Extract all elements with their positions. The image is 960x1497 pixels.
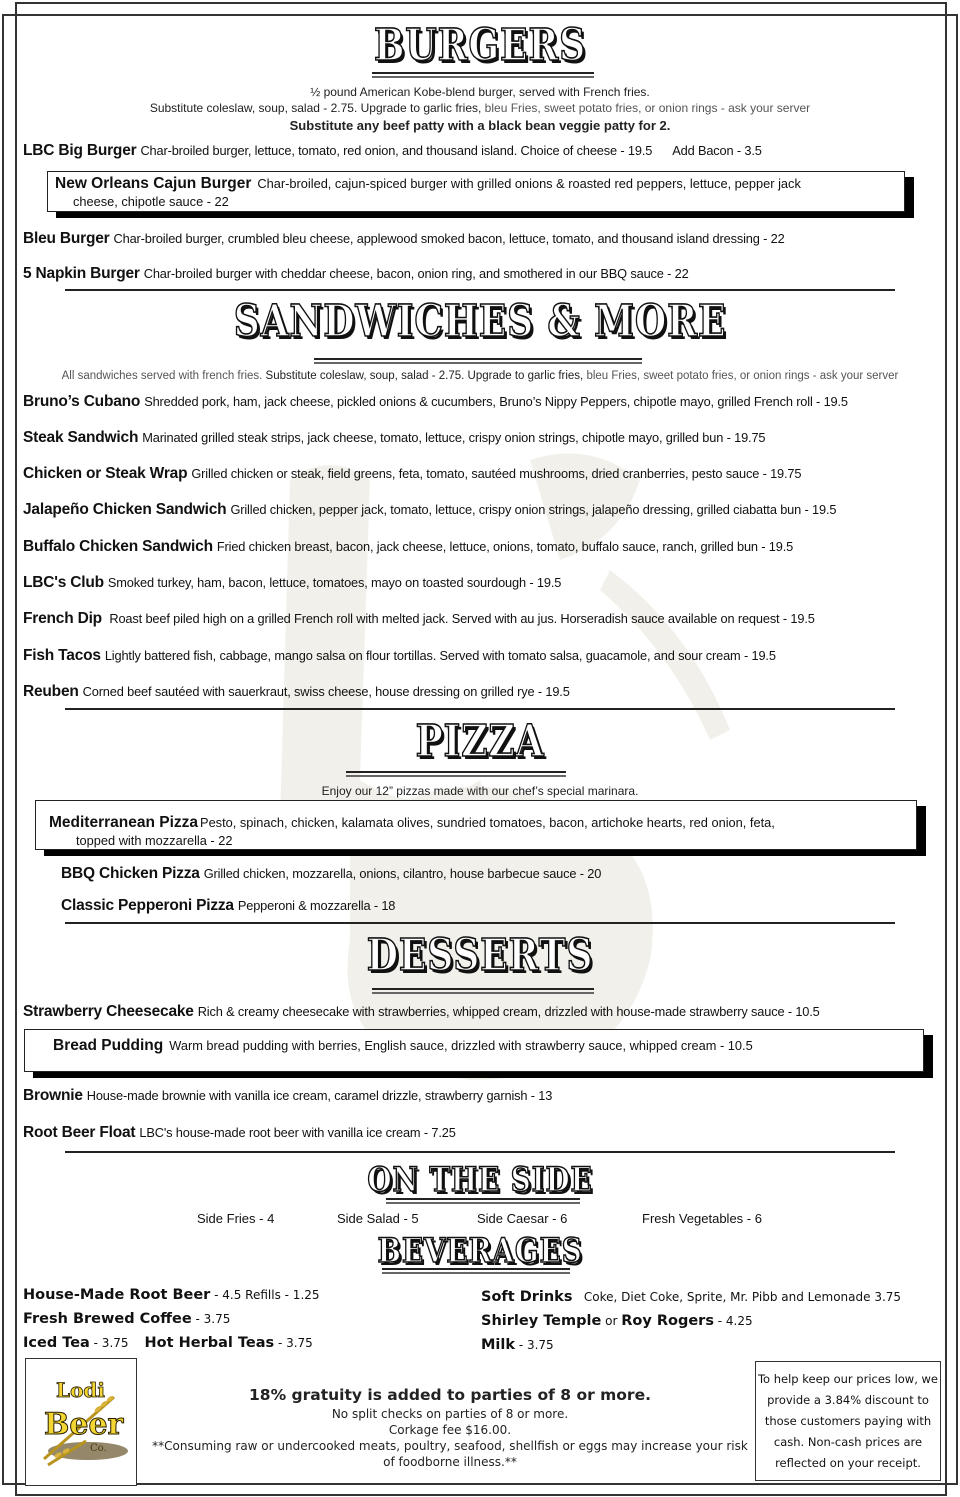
item-desc-cont: topped with mozzarella - 22: [76, 833, 233, 848]
sides-heading-underline: [386, 1198, 580, 1204]
beverage-name: Milk: [481, 1337, 516, 1353]
item-desc: Pesto, spinach, chicken, kalamata olives, sundried tomatoes, bacon, artichoke hearts, red onion, feta,: [200, 815, 775, 830]
item-name: Bleu Burger: [23, 230, 110, 247]
cash-note-line: those customers paying with: [764, 1414, 932, 1428]
item-name: LBC Big Burger: [23, 142, 137, 159]
item-name: Chicken or Steak Wrap: [23, 465, 188, 482]
burgers-heading: BURGERS: [373, 20, 587, 71]
pizza-heading: PIZZA: [415, 716, 545, 767]
beverage-name: Fresh Brewed Coffee: [23, 1311, 192, 1327]
item-desc: Grilled chicken or steak, field greens, feta, tomato, sautéed mushrooms, dried cranberries, pesto sauce - 19.75: [191, 466, 802, 481]
sandwiches-note-c: bleu Fries, sweet potato fries, or onion rings - ask your server: [583, 370, 899, 382]
item-name: Jalapeño Chicken Sandwich: [23, 501, 227, 518]
menu-item-lbc-big-burger: [23, 142, 762, 160]
lodi-beer-logo-icon: [26, 1359, 135, 1484]
svg-text:Beer: Beer: [44, 1407, 124, 1442]
beverage-name-2: Roy Rogers: [621, 1313, 714, 1329]
side-item-fries: Side Fries - 4: [197, 1211, 275, 1226]
item-desc-cont: cheese, chipotle sauce - 22: [73, 194, 229, 209]
menu-item-steak-sandwich: [23, 429, 765, 447]
item-desc: Char-broiled burger, crumbled bleu cheese, applewood smoked bacon, lettuce, tomato, and thousand island dressing - 22: [113, 231, 785, 246]
burgers-note-2: [0, 101, 960, 115]
item-desc: Rich & creamy cheesecake with strawberries, whipped cream, drizzled with house-made strawberry sauce - 10.5: [197, 1004, 820, 1019]
burgers-note-2b: bleu Fries, sweet potato fries, or onion rings - ask your server: [481, 101, 811, 115]
footer-notices: [145, 1386, 755, 1470]
section-divider: [65, 1151, 895, 1153]
sides-heading: ON THE SIDE: [367, 1160, 593, 1200]
side-item-caesar: Side Caesar - 6: [477, 1211, 568, 1226]
burgers-note-1: ½ pound American Kobe-blend burger, served with French fries.: [310, 85, 650, 99]
desserts-heading-underline: [372, 988, 594, 994]
pizza-heading-underline: [346, 771, 566, 777]
menu-item-brunos-cubano: [23, 393, 848, 411]
food-safety-warning-1: **Consuming raw or undercooked meats, poultry, seafood, shellfish or eggs may increase your risk: [152, 1439, 748, 1453]
beverages-heading-underline: [382, 1268, 570, 1274]
beverage-price: - 4.5 Refills - 1.25: [210, 1288, 320, 1302]
section-divider: [65, 289, 895, 291]
beverage-joiner: or: [601, 1314, 622, 1328]
item-desc: Marinated grilled steak strips, jack cheese, tomato, lettuce, crispy onion strings, chipotle mayo, grilled bun - 19.75: [142, 430, 766, 445]
item-name: BBQ Chicken Pizza: [61, 865, 200, 882]
item-desc: Char-broiled burger, lettuce, tomato, red onion, and thousand island. Choice of cheese - 19.5: [140, 143, 653, 158]
item-desc: Grilled chicken, mozzarella, onions, cilantro, house barbecue sauce - 20: [203, 866, 602, 881]
beverage-price: - 4.25: [713, 1314, 753, 1328]
item-desc: Char-broiled, cajun-spiced burger with grilled onions & roasted red peppers, lettuce, pepper jack: [257, 176, 801, 191]
menu-item-root-beer-float: [23, 1124, 456, 1142]
side-item-vegetables: Fresh Vegetables - 6: [642, 1211, 762, 1226]
item-name: Steak Sandwich: [23, 429, 139, 446]
svg-text:Co.: Co.: [90, 1443, 107, 1454]
beverage-name: Iced Tea: [23, 1335, 90, 1351]
sandwiches-heading: SANDWICHES & MORE: [233, 296, 727, 347]
beverages-heading: BEVERAGES: [377, 1231, 583, 1271]
cash-note-line: cash. Non-cash prices are: [773, 1435, 923, 1449]
cash-note-line: reflected on your receipt.: [775, 1456, 921, 1470]
burgers-heading-underline: [372, 72, 594, 78]
burgers-note-2a: Substitute coleslaw, soup, salad - 2.75. Upgrade to garlic fries,: [149, 101, 482, 115]
section-divider: [65, 708, 895, 710]
item-name: Strawberry Cheesecake: [23, 1003, 194, 1020]
item-desc: Grilled chicken, pepper jack, tomato, lettuce, crispy onion strings, jalapeño dressing, grilled ciabatta bun - 19.5: [230, 502, 837, 517]
side-item-salad: Side Salad - 5: [337, 1211, 419, 1226]
item-name: French Dip: [23, 610, 102, 627]
beverage-soft-drinks: [481, 1289, 901, 1305]
item-desc: Corned beef sautéed with sauerkraut, swiss cheese, house dressing on grilled rye - 19.5: [82, 684, 570, 699]
item-name: Root Beer Float: [23, 1124, 136, 1141]
beverage-root-beer: [23, 1287, 320, 1303]
gratuity-notice: 18% gratuity is added to parties of 8 or more.: [249, 1386, 651, 1404]
menu-item-classic-pepperoni: [61, 897, 395, 915]
menu-item-french-dip: [23, 610, 815, 628]
burgers-note-3: Substitute any beef patty with a black bean veggie patty for 2.: [289, 118, 671, 133]
beverage-price: - 3.75: [515, 1338, 554, 1352]
sandwiches-note-a: All sandwiches served with french fries.: [61, 370, 263, 382]
item-desc: Pepperoni & mozzarella - 18: [237, 898, 396, 913]
menu-item-5-napkin-burger: [23, 265, 689, 283]
menu-item-lbcs-club: [23, 574, 561, 592]
item-desc: House-made brownie with vanilla ice cream, caramel drizzle, strawberry garnish - 13: [86, 1088, 553, 1103]
beverage-name: Shirley Temple: [481, 1313, 602, 1329]
menu-item-buffalo-chicken: [23, 538, 793, 556]
beverage-milk: [481, 1337, 554, 1353]
svg-text:Lodi: Lodi: [56, 1378, 105, 1402]
item-name: Classic Pepperoni Pizza: [61, 897, 234, 914]
item-name: LBC's Club: [23, 574, 104, 591]
item-name: Bread Pudding: [53, 1037, 164, 1054]
featured-item-mediterranean-pizza: [35, 800, 917, 850]
menu-item-fish-tacos: [23, 647, 776, 665]
item-name: Bruno’s Cubano: [23, 393, 141, 410]
menu-item-chicken-steak-wrap: [23, 465, 801, 483]
beverage-shirley-roy: [481, 1313, 753, 1329]
menu-item-brownie: [23, 1087, 552, 1105]
corkage-notice: Corkage fee $16.00.: [388, 1423, 512, 1437]
menu-item-jalapeno-chicken: [23, 501, 836, 519]
menu-item-reuben: [23, 683, 570, 701]
item-desc: Lightly battered fish, cabbage, mango salsa on flour tortillas. Served with tomato salsa, guacamole, and sour cream - 19.5: [104, 648, 776, 663]
sandwiches-note-b: Substitute coleslaw, soup, salad - 2.75. Upgrade to garlic fries,: [262, 370, 584, 382]
item-desc: Smoked turkey, ham, bacon, lettuce, tomatoes, mayo on toasted sourdough - 19.5: [107, 575, 562, 590]
item-desc: Char-broiled burger with cheddar cheese, bacon, onion ring, and smothered in our BBQ sauce - 22: [143, 266, 689, 281]
item-name: Mediterranean Pizza: [49, 814, 199, 831]
beverage-name-2: Hot Herbal Teas: [144, 1335, 275, 1351]
item-desc: Roast beef piled high on a grilled French roll with melted jack. Served with au jus. Horseradish sauce available on request - 19.5: [105, 611, 815, 626]
cash-discount-notice: [755, 1361, 941, 1481]
item-desc: Fried chicken breast, bacon, jack cheese, lettuce, onions, tomato, buffalo sauce, ranch, grilled bun - 19.5: [216, 539, 794, 554]
item-name: 5 Napkin Burger: [23, 265, 140, 282]
cash-note-line: provide a 3.84% discount to: [767, 1393, 929, 1407]
item-desc: Shredded pork, ham, jack cheese, pickled onions & cucumbers, Bruno’s Nippy Peppers, chipotle mayo, grilled French roll - 19.5: [144, 394, 848, 409]
item-desc: LBC's house-made root beer with vanilla ice cream - 7.25: [139, 1125, 456, 1140]
sandwiches-heading-underline: [314, 358, 642, 364]
beverage-price-2: - 3.75: [274, 1336, 313, 1350]
beverage-price: Coke, Diet Coke, Sprite, Mr. Pibb and Lemonade 3.75: [572, 1290, 902, 1304]
section-divider: [65, 922, 895, 924]
desserts-heading: DESSERTS: [366, 930, 594, 981]
featured-item-bread-pudding: [24, 1029, 924, 1072]
item-name: Buffalo Chicken Sandwich: [23, 538, 213, 555]
pizza-note: Enjoy our 12” pizzas made with our chef’s special marinara.: [321, 784, 639, 798]
menu-item-strawberry-cheesecake: [23, 1003, 820, 1021]
beverage-price: - 3.75: [89, 1336, 129, 1350]
menu-item-bbq-chicken-pizza: [61, 865, 601, 883]
item-desc: Warm bread pudding with berries, English sauce, drizzled with strawberry sauce, whipped cream - 10.5: [169, 1038, 753, 1053]
featured-item-cajun-burger: [47, 171, 905, 212]
menu-item-bleu-burger: [23, 230, 785, 248]
split-check-notice: No split checks on parties of 8 or more.: [331, 1407, 569, 1421]
beverage-name: Soft Drinks: [481, 1289, 573, 1305]
beverage-coffee: [23, 1311, 230, 1327]
beverage-teas: [23, 1335, 313, 1351]
beverage-name: House-Made Root Beer: [23, 1287, 211, 1303]
beverage-price: - 3.75: [191, 1312, 231, 1326]
food-safety-warning-2: of foodborne illness.**: [383, 1455, 517, 1469]
item-name: Fish Tacos: [23, 647, 101, 664]
item-extra: Add Bacon - 3.5: [672, 143, 762, 158]
cash-note-line: To help keep our prices low, we: [757, 1372, 939, 1386]
brewery-logo: [25, 1358, 137, 1486]
item-name: Reuben: [23, 683, 79, 700]
item-name: Brownie: [23, 1087, 83, 1104]
item-name: New Orleans Cajun Burger: [55, 175, 252, 192]
sandwiches-note: [0, 370, 960, 382]
